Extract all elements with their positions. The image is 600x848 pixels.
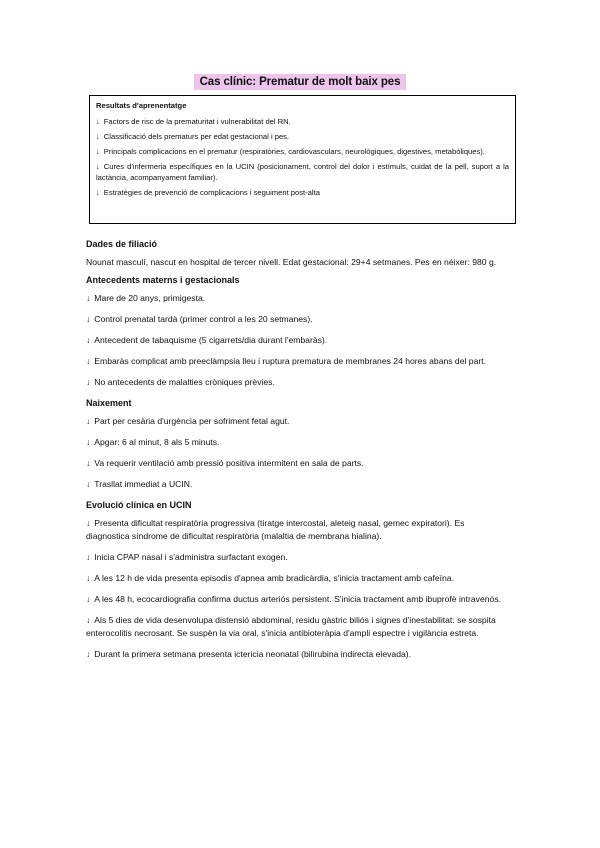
list-item-text: Part per cesària d'urgència per sofriment fetal agut. bbox=[94, 416, 290, 426]
list-item bbox=[86, 614, 506, 640]
list-item-text: Va requerir ventilació amb pressió positiva intermitent en sala de parts. bbox=[94, 458, 364, 468]
arrow-icon: ↓ bbox=[86, 518, 91, 528]
objective-text: Classificació dels prematurs per edat gestacional i pes. bbox=[103, 132, 290, 141]
list-item-text: Control prenatal tardà (primer control a les 20 setmanes). bbox=[94, 314, 313, 324]
arrow-icon: ↓ bbox=[86, 594, 91, 604]
list-item bbox=[86, 478, 506, 491]
list-item-text: Inicia CPAP nasal i s'administra surfactant exogen. bbox=[94, 552, 288, 562]
list-item-text: A les 48 h, ecocardiografia confirma ductus arteriós persistent. S'inicia tractament amb ibuprofè intravenós. bbox=[94, 594, 502, 604]
page-title: Cas clínic: Prematur de molt baix pes bbox=[194, 74, 407, 90]
objectives-heading: Resultats d'aprenentatge bbox=[96, 101, 187, 110]
list-item-text: Presenta dificultat respiratòria progressiva (tiratge intercostal, aleteig nasal, gemec expiratori). Es diagnostica síndrome de dificultat respiratòria (malaltia de membrana hialina). bbox=[86, 518, 465, 541]
list-item bbox=[86, 551, 506, 564]
learning-objectives-box bbox=[89, 95, 516, 224]
arrow-icon: ↓ bbox=[86, 437, 91, 447]
list-item bbox=[86, 593, 506, 606]
list-item-text: Antecedent de tabaquisme (5 cigarrets/dia durant l'embaràs). bbox=[94, 335, 328, 345]
arrow-icon: ↓ bbox=[86, 335, 91, 345]
case-content bbox=[86, 238, 506, 669]
list-item bbox=[86, 517, 506, 543]
list-item bbox=[86, 415, 506, 428]
arrow-icon: ↓ bbox=[86, 356, 91, 366]
list-item-text: A les 12 h de vida presenta episodis d'apnea amb bradicàrdia, s'inicia tractament amb cafeïna. bbox=[94, 573, 454, 583]
list-item-text: No antecedents de malalties cròniques prèvies. bbox=[94, 377, 275, 387]
objective-text: Cures d'infermeria específiques en la UCIN (posicionament, control del dolor i estímuls, cuidat de la pell, suport a la lactància, acompanyament familiar). bbox=[96, 162, 509, 182]
arrow-icon: ↓ bbox=[86, 416, 91, 426]
list-item-text: Apgar: 6 al minut, 8 als 5 minuts. bbox=[94, 437, 220, 447]
objective-item bbox=[96, 146, 509, 157]
objective-text: Principals complicacions en el prematur (respiratòries, cardiovasculars, neurològiques, digestives, metabòliques). bbox=[103, 147, 485, 156]
section-heading-evolucio: Evolució clínica en UCIN bbox=[86, 500, 192, 510]
arrow-icon: ↓ bbox=[86, 377, 91, 387]
objective-item bbox=[96, 131, 509, 142]
list-item-text: Mare de 20 anys, primigesta. bbox=[94, 293, 206, 303]
list-item-text: Durant la primera setmana presenta ictericia neonatal (bilirubina indirecta elevada). bbox=[94, 649, 411, 659]
arrow-icon: ↓ bbox=[86, 479, 91, 489]
arrow-icon: ↓ bbox=[96, 147, 100, 156]
arrow-icon: ↓ bbox=[96, 132, 100, 141]
list-item bbox=[86, 334, 506, 347]
list-item bbox=[86, 436, 506, 449]
list-item bbox=[86, 292, 506, 305]
objective-text: Factors de risc de la prematuritat i vulnerabilitat del RN. bbox=[103, 117, 291, 126]
objective-item bbox=[96, 187, 509, 198]
list-item-text: Embaràs complicat amb preeclàmpsia lleu i ruptura prematura de membranes 24 hores abans del part. bbox=[94, 356, 486, 366]
list-item bbox=[86, 648, 506, 661]
arrow-icon: ↓ bbox=[86, 615, 91, 625]
arrow-icon: ↓ bbox=[86, 458, 91, 468]
list-item bbox=[86, 355, 506, 368]
objective-item bbox=[96, 116, 509, 127]
filiacio-text: Nounat masculí, nascut en hospital de tercer nivell. Edat gestacional: 29+4 setmanes. Pes en néixer: 980 g. bbox=[86, 257, 497, 267]
list-item bbox=[86, 313, 506, 326]
list-item bbox=[86, 376, 506, 389]
section-heading-naixement: Naixement bbox=[86, 398, 132, 408]
arrow-icon: ↓ bbox=[86, 293, 91, 303]
title-wrap bbox=[0, 72, 600, 90]
arrow-icon: ↓ bbox=[86, 649, 91, 659]
objective-item bbox=[96, 161, 509, 183]
arrow-icon: ↓ bbox=[96, 162, 100, 171]
arrow-icon: ↓ bbox=[86, 552, 91, 562]
section-heading-filiacio: Dades de filiació bbox=[86, 239, 158, 249]
list-item-text: Trasllat immediat a UCIN. bbox=[94, 479, 193, 489]
arrow-icon: ↓ bbox=[96, 188, 100, 197]
arrow-icon: ↓ bbox=[86, 573, 91, 583]
arrow-icon: ↓ bbox=[86, 314, 91, 324]
list-item-text: Als 5 dies de vida desenvolupa distensió abdominal, residu gàstric biliós i signes d'inestabilitat: se sospita enterocolitis necrosant. Se suspèn la via oral, s'inicia antibioteràpia d'ampli espectre i vigilància estreta. bbox=[86, 615, 496, 638]
objective-text: Estratègies de prevenció de complicacions i seguiment post-alta bbox=[103, 188, 320, 197]
arrow-icon: ↓ bbox=[96, 117, 100, 126]
list-item bbox=[86, 457, 506, 470]
list-item bbox=[86, 572, 506, 585]
section-heading-antecedents: Antecedents materns i gestacionals bbox=[86, 275, 240, 285]
